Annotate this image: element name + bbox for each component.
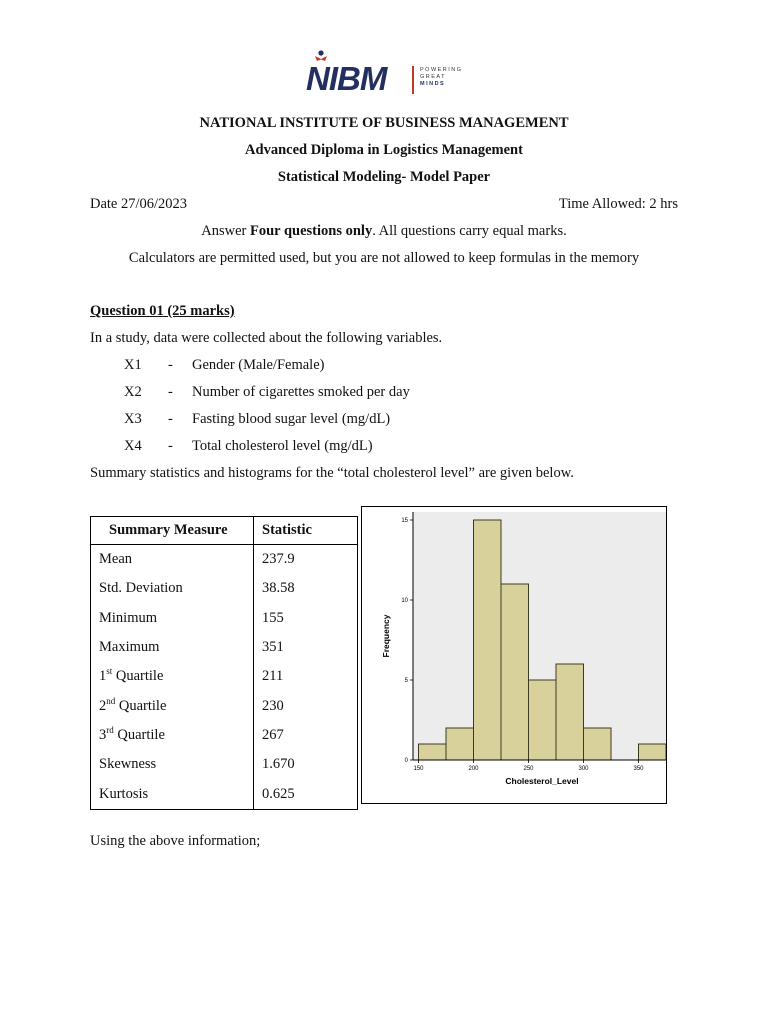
question-title: Question 01 (25 marks) (90, 303, 235, 319)
histogram-frame (361, 506, 667, 804)
histogram-bar (419, 744, 447, 760)
question-intro: In a study, data were collected about the following variables. (90, 330, 443, 346)
y-tick-label: 15 (401, 518, 408, 524)
nibm-logo (306, 50, 476, 100)
table-row (91, 750, 358, 779)
x-axis-label: Cholesterol_Level (505, 776, 579, 786)
y-tick-label: 5 (404, 678, 408, 684)
table-row (91, 604, 358, 633)
x-tick-label: 250 (523, 766, 534, 772)
table-row (91, 662, 358, 691)
logo-wordmark: NIBM (306, 60, 387, 97)
statistic-value: 237.9 (262, 551, 295, 568)
measure-label: Std. Deviation (91, 574, 254, 603)
x-tick-label: 200 (468, 766, 479, 772)
instruction-line-1: Answer Four questions only. All questions carry equal marks. (201, 223, 567, 239)
y-axis-label: Frequency (381, 614, 391, 658)
statistic-value: 211 (262, 668, 284, 685)
closing-text: Using the above information; (90, 833, 261, 849)
statistic-value: 1.670 (262, 756, 295, 773)
instruction-line-2: Calculators are permitted used, but you are not allowed to keep formulas in the memory (128, 250, 640, 266)
histogram-bar (556, 664, 584, 760)
statistic-value: 38.58 (262, 580, 295, 597)
logo-divider (412, 66, 414, 94)
x-tick-label: 350 (633, 766, 644, 772)
table-row (91, 721, 358, 750)
statistic-value: 155 (262, 609, 284, 626)
summary-table (90, 516, 358, 810)
table-row (91, 545, 358, 575)
measure-label: 3rd Quartile (91, 721, 254, 750)
measure-label: Maximum (91, 633, 254, 662)
institute-title: NATIONAL INSTITUTE OF BUSINESS MANAGEMENT (199, 115, 569, 131)
measure-label: 2nd Quartile (91, 691, 254, 720)
statistic-value: 267 (262, 726, 284, 743)
histogram-bar (446, 728, 474, 760)
histogram-bar (474, 520, 502, 760)
histogram-bar (529, 680, 557, 760)
measure-label: Skewness (91, 750, 254, 779)
table-row (91, 574, 358, 603)
exam-date: Date 27/06/2023 (90, 196, 188, 212)
histogram-bar (584, 728, 612, 760)
cholesterol-histogram (362, 507, 666, 803)
x-tick-label: 300 (578, 766, 589, 772)
logo-tagline: POWERING GREAT MINDS (420, 67, 463, 87)
paper-title: Statistical Modeling- Model Paper (277, 169, 491, 185)
y-tick-label: 0 (404, 758, 408, 764)
column-header: Summary Measure (91, 517, 254, 545)
measure-label: 1st Quartile (91, 662, 254, 691)
diploma-title: Advanced Diploma in Logistics Management (245, 142, 523, 158)
y-tick-label: 10 (401, 598, 408, 604)
statistic-value: 230 (262, 697, 284, 714)
time-allowed: Time Allowed: 2 hrs (558, 196, 678, 212)
summary-intro: Summary statistics and histograms for the “total cholesterol level” are given below. (90, 465, 574, 481)
column-header: Statistic (254, 517, 358, 545)
table-row (91, 633, 358, 662)
statistic-value: 351 (262, 639, 284, 656)
measure-label: Mean (91, 545, 254, 575)
statistic-value: 0.625 (262, 785, 295, 802)
measure-label: Minimum (91, 604, 254, 633)
histogram-bar (501, 584, 529, 760)
measure-label: Kurtosis (91, 779, 254, 809)
table-header-row (91, 517, 358, 545)
histogram-bar (639, 744, 667, 760)
table-row (91, 779, 358, 809)
table-row (91, 691, 358, 720)
x-tick-label: 150 (413, 766, 424, 772)
